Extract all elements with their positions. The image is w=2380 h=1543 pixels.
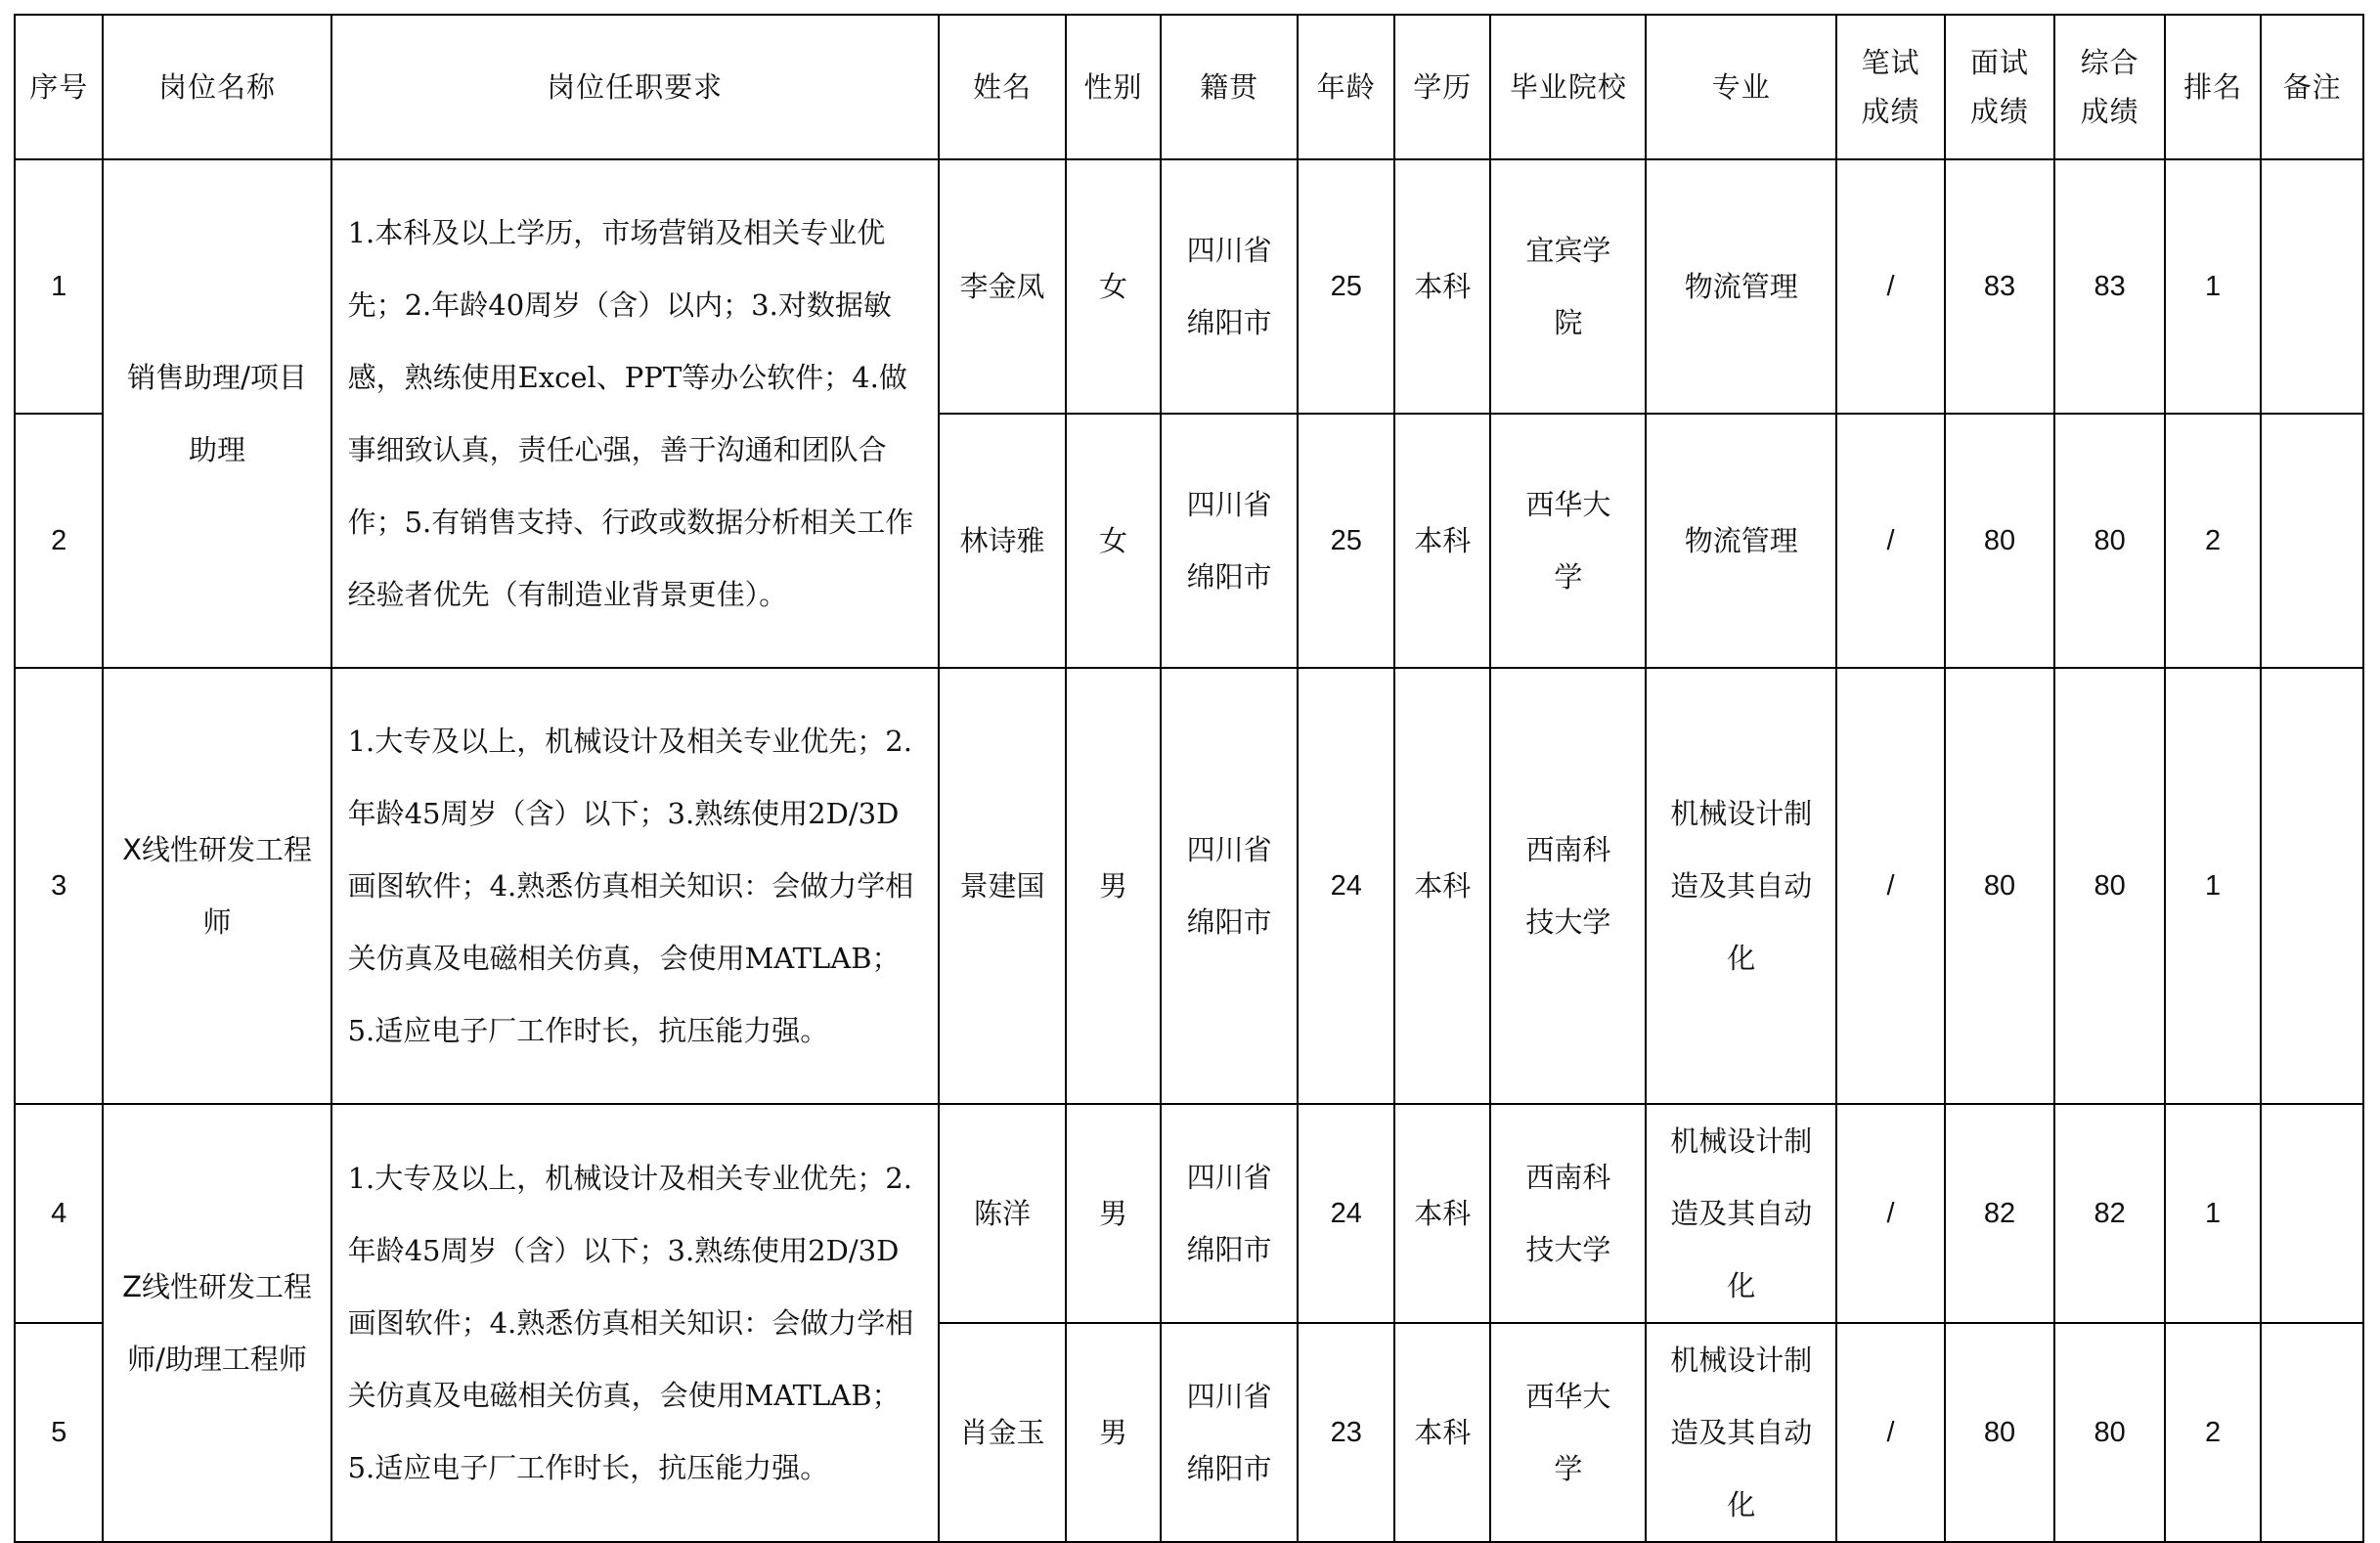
cell-gender: 女 <box>1066 414 1160 668</box>
cell-origin: 四川省绵阳市 <box>1161 159 1299 414</box>
cell-name: 肖金玉 <box>939 1323 1067 1542</box>
cell-rank: 1 <box>2165 1104 2261 1323</box>
header-education: 学历 <box>1394 15 1490 159</box>
cell-school: 西华大学 <box>1490 1323 1646 1542</box>
header-rank: 排名 <box>2165 15 2261 159</box>
cell-education: 本科 <box>1394 1104 1490 1323</box>
cell-total-score: 80 <box>2054 1323 2165 1542</box>
cell-total-score: 80 <box>2054 414 2165 668</box>
cell-written-score: / <box>1836 668 1945 1104</box>
cell-school: 西南科技大学 <box>1490 1104 1646 1323</box>
cell-rank: 2 <box>2165 1323 2261 1542</box>
cell-total-score: 80 <box>2054 668 2165 1104</box>
cell-major: 机械设计制造及其自动化 <box>1646 668 1836 1104</box>
cell-age: 24 <box>1298 1104 1393 1323</box>
header-interview-score: 面试成绩 <box>1945 15 2055 159</box>
cell-gender: 男 <box>1066 668 1160 1104</box>
cell-origin: 四川省绵阳市 <box>1161 1104 1299 1323</box>
cell-education: 本科 <box>1394 159 1490 414</box>
header-major: 专业 <box>1646 15 1836 159</box>
cell-rank: 2 <box>2165 414 2261 668</box>
header-remarks: 备注 <box>2261 15 2363 159</box>
cell-age: 25 <box>1298 414 1393 668</box>
cell-name: 李金凤 <box>939 159 1067 414</box>
cell-name: 景建国 <box>939 668 1067 1104</box>
cell-written-score: / <box>1836 414 1945 668</box>
cell-requirements: 1.本科及以上学历，市场营销及相关专业优先；2.年龄40周岁（含）以内；3.对数据敏感，熟练使用Excel、PPT等办公软件；4.做事细致认真，责任心强，善于沟通和团队合作；5.有销售支持、行政或数据分析相关工作经验者优先（有制造业背景更佳）。 <box>331 159 939 668</box>
header-position: 岗位名称 <box>103 15 331 159</box>
table-row <box>15 668 2363 1104</box>
cell-school: 西华大学 <box>1490 414 1646 668</box>
cell-written-score: / <box>1836 1323 1945 1542</box>
recruitment-results-table <box>14 14 2364 1543</box>
cell-gender: 女 <box>1066 159 1160 414</box>
cell-education: 本科 <box>1394 1323 1490 1542</box>
cell-age: 24 <box>1298 668 1393 1104</box>
cell-position: Z线性研发工程师/助理工程师 <box>103 1104 331 1542</box>
cell-seq: 5 <box>15 1323 103 1542</box>
header-origin: 籍贯 <box>1161 15 1299 159</box>
cell-origin: 四川省绵阳市 <box>1161 414 1299 668</box>
cell-total-score: 83 <box>2054 159 2165 414</box>
cell-remarks <box>2261 414 2363 668</box>
cell-written-score: / <box>1836 1104 1945 1323</box>
cell-remarks <box>2261 668 2363 1104</box>
cell-major: 物流管理 <box>1646 414 1836 668</box>
cell-seq: 1 <box>15 159 103 414</box>
cell-rank: 1 <box>2165 668 2261 1104</box>
cell-major: 机械设计制造及其自动化 <box>1646 1104 1836 1323</box>
header-age: 年龄 <box>1298 15 1393 159</box>
header-school: 毕业院校 <box>1490 15 1646 159</box>
cell-remarks <box>2261 1104 2363 1323</box>
cell-total-score: 82 <box>2054 1104 2165 1323</box>
header-name: 姓名 <box>939 15 1067 159</box>
cell-interview-score: 80 <box>1945 1323 2055 1542</box>
cell-education: 本科 <box>1394 414 1490 668</box>
header-written-score: 笔试成绩 <box>1836 15 1945 159</box>
cell-interview-score: 83 <box>1945 159 2055 414</box>
cell-school: 西南科技大学 <box>1490 668 1646 1104</box>
cell-name: 陈洋 <box>939 1104 1067 1323</box>
cell-remarks <box>2261 159 2363 414</box>
cell-seq: 4 <box>15 1104 103 1323</box>
cell-origin: 四川省绵阳市 <box>1161 1323 1299 1542</box>
cell-major: 机械设计制造及其自动化 <box>1646 1323 1836 1542</box>
cell-interview-score: 82 <box>1945 1104 2055 1323</box>
cell-education: 本科 <box>1394 668 1490 1104</box>
cell-remarks <box>2261 1323 2363 1542</box>
cell-origin: 四川省绵阳市 <box>1161 668 1299 1104</box>
cell-name: 林诗雅 <box>939 414 1067 668</box>
cell-written-score: / <box>1836 159 1945 414</box>
header-total-score: 综合成绩 <box>2054 15 2165 159</box>
cell-seq: 2 <box>15 414 103 668</box>
cell-requirements: 1.大专及以上，机械设计及相关专业优先；2.年龄45周岁（含）以下；3.熟练使用2D/3D画图软件；4.熟悉仿真相关知识：会做力学相关仿真及电磁相关仿真，会使用MATLAB；5.适应电子厂工作时长，抗压能力强。 <box>331 668 939 1104</box>
table-row <box>15 159 2363 414</box>
cell-age: 25 <box>1298 159 1393 414</box>
cell-interview-score: 80 <box>1945 414 2055 668</box>
header-requirements: 岗位任职要求 <box>331 15 939 159</box>
cell-age: 23 <box>1298 1323 1393 1542</box>
cell-position: X线性研发工程师 <box>103 668 331 1104</box>
cell-school: 宜宾学院 <box>1490 159 1646 414</box>
cell-major: 物流管理 <box>1646 159 1836 414</box>
cell-gender: 男 <box>1066 1323 1160 1542</box>
header-seq: 序号 <box>15 15 103 159</box>
header-row <box>15 15 2363 159</box>
cell-position: 销售助理/项目助理 <box>103 159 331 668</box>
cell-rank: 1 <box>2165 159 2261 414</box>
cell-requirements: 1.大专及以上，机械设计及相关专业优先；2.年龄45周岁（含）以下；3.熟练使用2D/3D画图软件；4.熟悉仿真相关知识：会做力学相关仿真及电磁相关仿真，会使用MATLAB；5.适应电子厂工作时长，抗压能力强。 <box>331 1104 939 1542</box>
header-gender: 性别 <box>1066 15 1160 159</box>
cell-seq: 3 <box>15 668 103 1104</box>
table-row <box>15 1104 2363 1323</box>
cell-gender: 男 <box>1066 1104 1160 1323</box>
cell-interview-score: 80 <box>1945 668 2055 1104</box>
results-table-container <box>14 14 2364 1543</box>
